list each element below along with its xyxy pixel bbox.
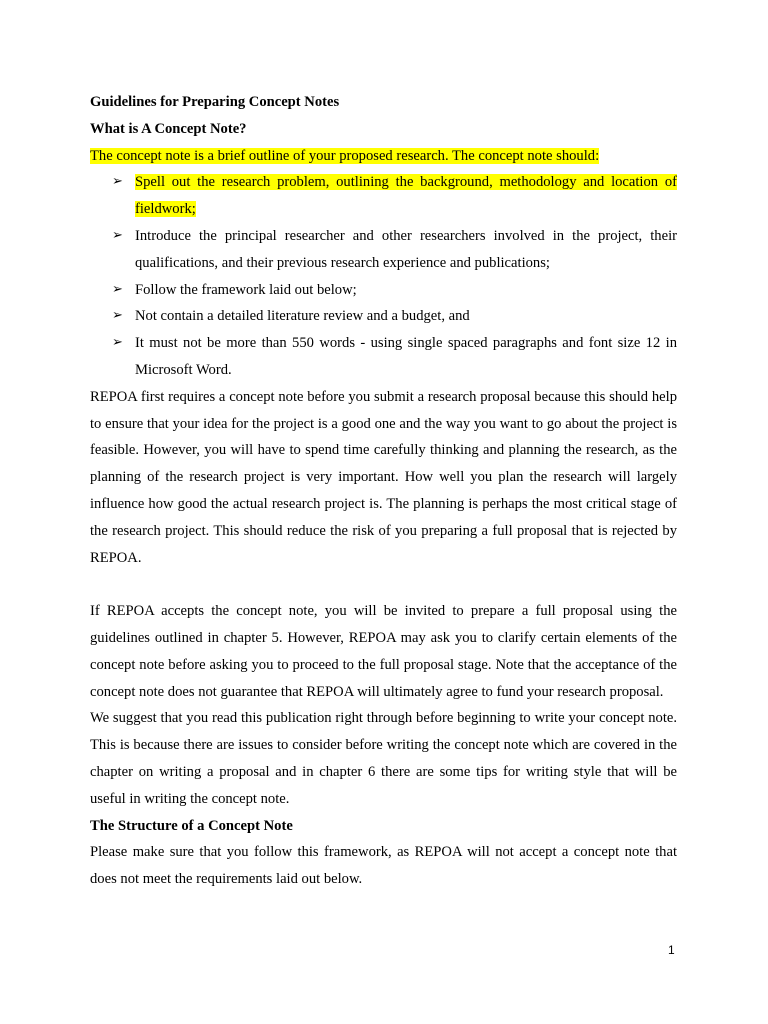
intro-line xyxy=(90,143,677,170)
list-item-text-highlighted: Spell out the research problem, outlining the background, methodology and location of fieldwork; xyxy=(135,174,677,218)
list-item-text: Not contain a detailed literature review and a budget, and xyxy=(135,308,470,325)
section-heading-what-is: What is A Concept Note? xyxy=(90,120,247,137)
list-item xyxy=(90,303,677,330)
list-item xyxy=(90,223,677,277)
paragraph-acceptance: If REPOA accepts the concept note, you will be invited to prepare a full proposal using the guidelines outlined in chapter 5. However, REPOA may ask you to clarify certain elements of the concept note before asking you to proceed to the full proposal stage. Note that the acceptance of the concept note does not guarantee that REPOA will ultimately agree to fund your research proposal. xyxy=(90,603,677,700)
section-heading-structure: The Structure of a Concept Note xyxy=(90,817,293,834)
arrowhead-bullet-icon: ➢ xyxy=(112,227,123,243)
arrowhead-bullet-icon: ➢ xyxy=(112,335,123,351)
list-item xyxy=(90,330,677,384)
list-item-text: Follow the framework laid out below; xyxy=(135,281,357,298)
page-number: 1 xyxy=(668,943,675,957)
arrowhead-bullet-icon: ➢ xyxy=(112,281,123,297)
list-item-text: Introduce the principal researcher and other researchers involved in the project, their qualifications, and their previous research experience and publications; xyxy=(135,227,677,271)
arrowhead-bullet-icon: ➢ xyxy=(112,308,123,324)
list-item-text: It must not be more than 550 words - using single spaced paragraphs and font size 12 in Microsoft Word. xyxy=(135,335,677,378)
requirements-list xyxy=(90,169,677,383)
intro-highlighted-text: The concept note is a brief outline of your proposed research. The concept note should: xyxy=(90,147,600,164)
document-title: Guidelines for Preparing Concept Notes xyxy=(90,94,340,110)
paragraph-spacer xyxy=(90,571,677,598)
paragraph-repoa-requirement: REPOA first requires a concept note before you submit a research proposal because this should help to ensure that your idea for the project is a good one and the way you want to go about the project is feasible. However, you will have to spend time carefully thinking and planning the research, as the planning of the research project is very important. How well you plan the research will largely influence how good the actual research project is. The planning is perhaps the most critical stage of the research project. This should reduce the risk of you preparing a full proposal that is rejected by REPOA. xyxy=(90,388,677,566)
arrowhead-bullet-icon: ➢ xyxy=(112,174,123,190)
paragraph-framework: Please make sure that you follow this framework, as REPOA will not accept a concept note that does not meet the requirements laid out below. xyxy=(90,844,677,888)
list-item xyxy=(90,169,677,223)
list-item xyxy=(90,277,677,304)
paragraph-suggestion: We suggest that you read this publication right through before beginning to write your concept note. This is because there are issues to consider before writing the concept note which are covered in the chapter on writing a proposal and in chapter 6 there are some tips for writing style that will be useful in writing the concept note. xyxy=(90,710,677,807)
document-body xyxy=(90,89,677,893)
